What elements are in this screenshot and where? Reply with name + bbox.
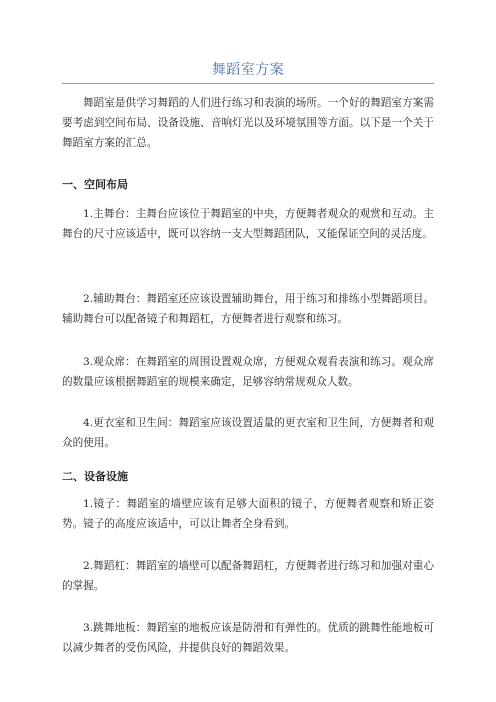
layout-paragraph-locker-restroom: 4.更衣室和卫生间：舞蹈室应该设置适量的更衣室和卫生间，方便舞者和观众的使用。 <box>62 417 434 449</box>
equipment-paragraph-barre: 2.舞蹈杠：舞蹈室的墙壁可以配备舞蹈杠，方便舞者进行练习和加强对重心的掌握。 <box>62 560 434 592</box>
layout-paragraph-secondary-stage: 2.辅助舞台：舞蹈室还应该设置辅助舞台，用于练习和排练小型舞蹈项目。辅助舞台可以配备镜子和舞蹈杠，方便舞者进行观察和练习。 <box>62 293 434 325</box>
intro-paragraph: 舞蹈室是供学习舞蹈的人们进行练习和表演的场所。一个好的舞蹈室方案需要考虑到空间布局、设备设施、音响灯光以及环境氛围等方面。以下是一个关于舞蹈室方案的汇总。 <box>62 97 434 149</box>
section-heading-layout: 一、空间布局 <box>62 178 128 191</box>
equipment-paragraph-floor: 3.跳舞地板：舞蹈室的地板应该是防滑和有弹性的。优质的跳舞性能地板可以减少舞者的受伤风险，并提供良好的舞蹈效果。 <box>62 622 434 654</box>
layout-paragraph-audience-seating: 3.观众席：在舞蹈室的周围设置观众席，方便观众观看表演和练习。观众席的数量应该根据舞蹈室的规模来确定，足够容纳常规观众人数。 <box>62 356 434 388</box>
section-heading-equipment: 二、设备设施 <box>62 470 128 483</box>
title-underline <box>62 83 434 84</box>
layout-paragraph-main-stage: 1.主舞台：主舞台应该位于舞蹈室的中央，方便舞者观众的观赏和互动。主舞台的尺寸应该适中，既可以容纳一支大型舞蹈团队，又能保证空间的灵活度。 <box>62 208 434 240</box>
page-title: 舞蹈室方案 <box>211 62 285 78</box>
equipment-paragraph-mirrors: 1.镜子：舞蹈室的墙壁应该有足够大面积的镜子，方便舞者观察和矫正姿势。镜子的高度应该适中，可以让舞者全身看到。 <box>62 498 434 530</box>
